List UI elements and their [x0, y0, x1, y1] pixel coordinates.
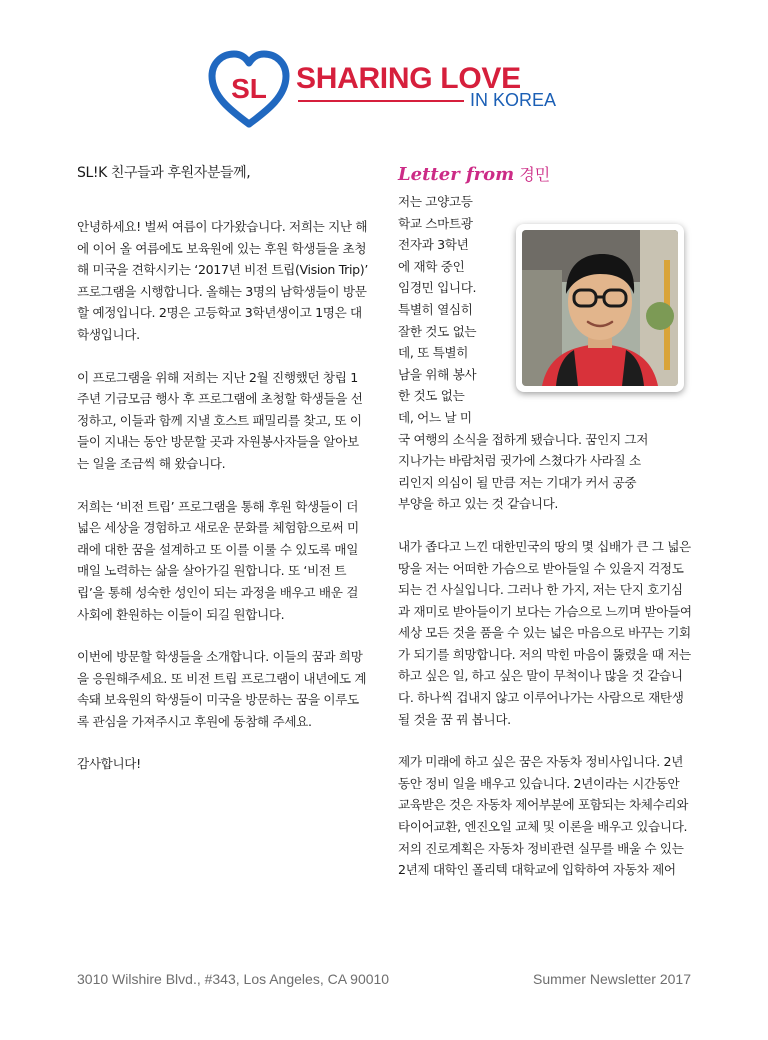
wrap-line: 저는 고양고등 — [398, 194, 473, 209]
wrap-line: 특별히 열심히 — [398, 301, 473, 317]
student-photo-frame — [516, 224, 684, 392]
wrap-line: 데, 또 특별히 — [398, 345, 469, 361]
vision-paragraph: 저희는 ‘비전 트립’ 프로그램을 통해 후원 학생들이 더 넓은 세상을 경험하고 새로운 문화를 체험함으로써 미래에 대한 꿈을 설계하고 또 이를 이룰 수 있도록 매일매일 노력하는 삶을 살아가길 원합니다. 또 ‘비전 트립’을 통해 성숙한 성인이 되는 과정을 배우고 배운 걸 사회에 환원하는 이들이 되길 원합니다. — [77, 498, 359, 622]
continue-line: 국 여행의 소식을 접하게 됐습니다. 꿈인지 그저 — [398, 431, 649, 447]
wrap-line: 학교 스마트광 — [398, 215, 473, 231]
logo — [208, 50, 568, 128]
wrap-line: 임경민 입니다. — [398, 280, 477, 296]
logo-title-word2: LOVE — [440, 62, 521, 95]
paragraph-gap — [398, 730, 694, 751]
footer-issue: Summer Newsletter 2017 — [533, 971, 691, 987]
wrap-line: 에 재학 중인 — [398, 258, 465, 274]
closing: 감사합니다! — [77, 756, 141, 772]
heart-logo-icon — [208, 50, 290, 128]
intro-paragraph: 안녕하세요! 벌써 여름이 다가왔습니다. 저희는 지난 해에 이어 올 여름에도 보육원에 있는 후원 학생들을 초청해 미국을 견학시키는 ‘2017년 비전 트립(Vision Trip)’ 프로그램을 시행합니다. 올해는 3명의 남학생들이 방문할 예정입니다. 2명은 고등학교 3학년생이고 1명은 대학생입니다. — [77, 219, 369, 342]
letter-heading — [398, 163, 694, 187]
logo-subtitle: IN KOREA — [470, 90, 557, 110]
logo-title-word1: SHARING — [296, 62, 433, 95]
wrap-line: 잘한 것도 없는 — [398, 323, 477, 339]
left-column — [77, 163, 369, 775]
continue-line: 부양을 하고 있는 것 같습니다. — [398, 496, 559, 512]
student-photo — [522, 230, 678, 386]
wrap-line: 데, 어느 날 미 — [398, 409, 472, 425]
continue-line: 지나가는 바람처럼 귓가에 스쳤다가 사라질 소 — [398, 453, 641, 469]
logo-underline — [298, 100, 464, 102]
continue-line: 리인지 의심이 될 만큼 저는 기대가 커서 공중 — [398, 474, 637, 490]
support-paragraph: 이번에 방문할 학생들을 소개합니다. 이들의 꿈과 희망을 응원해주세요. 또 비전 트립 프로그램이 내년에도 계속돼 보육원의 학생들이 미국을 방문하는 꿈을 이루도록 관심을 가져주시고 후원에 동참해 주세요. — [77, 649, 367, 729]
wrap-line: 전자과 3학년 — [398, 237, 469, 253]
right-column — [398, 163, 694, 881]
logo-mark-letters: SL — [231, 73, 267, 104]
feelings-paragraph: 내가 좁다고 느낀 대한민국의 땅의 몇 십배가 큰 그 넓은 땅을 저는 어떠한 가슴으로 받아들일 수 있을지 걱정도 되는 건 사실입니다. 그러나 한 가지, 저는 단지 호기심과 재미로 받아들이기 보다는 가슴으로 느끼며 받아들여 세상 모든 것을 품을 수 있는 넓은 마음으로 바꾸는 기회가 되기를 희망합니다. 저의 막힌 마음이 뚫렸을 때 저는 하고 싶은 일, 하고 싶은 말이 무척이나 많을 것 같습니다. 하나씩 겁내지 않고 이루어나가는 사람으로 재탄생 될 것을 꿈 꿔 봅니다. — [398, 538, 692, 727]
preparation-paragraph: 이 프로그램을 위해 저희는 지난 2월 진행했던 창립 1주년 기금모금 행사 후 프로그램에 초청할 학생들을 선정하고, 이들과 함께 지낼 호스트 패밀리를 찾고, 또 이들이 지내는 동안 방문할 곳과 자원봉사자들을 알아보는 일을 조금씩 해 왔습니다. — [77, 369, 363, 471]
wrap-line: 남을 위해 봉사 — [398, 366, 477, 382]
paragraph-gap — [398, 515, 694, 536]
footer-address: 3010 Wilshire Blvd., #343, Los Angeles, CA 90010 — [77, 971, 390, 987]
letter-heading-prefix: Letter from — [398, 164, 515, 185]
greeting: SL!K 친구들과 후원자분들께, — [77, 165, 251, 181]
wrap-line: 한 것도 없는 — [398, 388, 465, 404]
letter-heading-name: 경민 — [519, 165, 551, 184]
dream-paragraph: 제가 미래에 하고 싶은 꿈은 자동차 정비사입니다. 2년 동안 정비 일을 배우고 있습니다. 2년이라는 시간동안 교육받은 것은 자동차 제어부분에 포함되는 차체수리와 타이어교환, 엔진오일 교체 및 이론을 배우고 있습니다. 저의 진로계획은 자동차 정비관련 실무를 배울 수 있는 2년제 대학인 폴리텍 대학교에 입학하여 자동차 제어 — [398, 754, 689, 878]
